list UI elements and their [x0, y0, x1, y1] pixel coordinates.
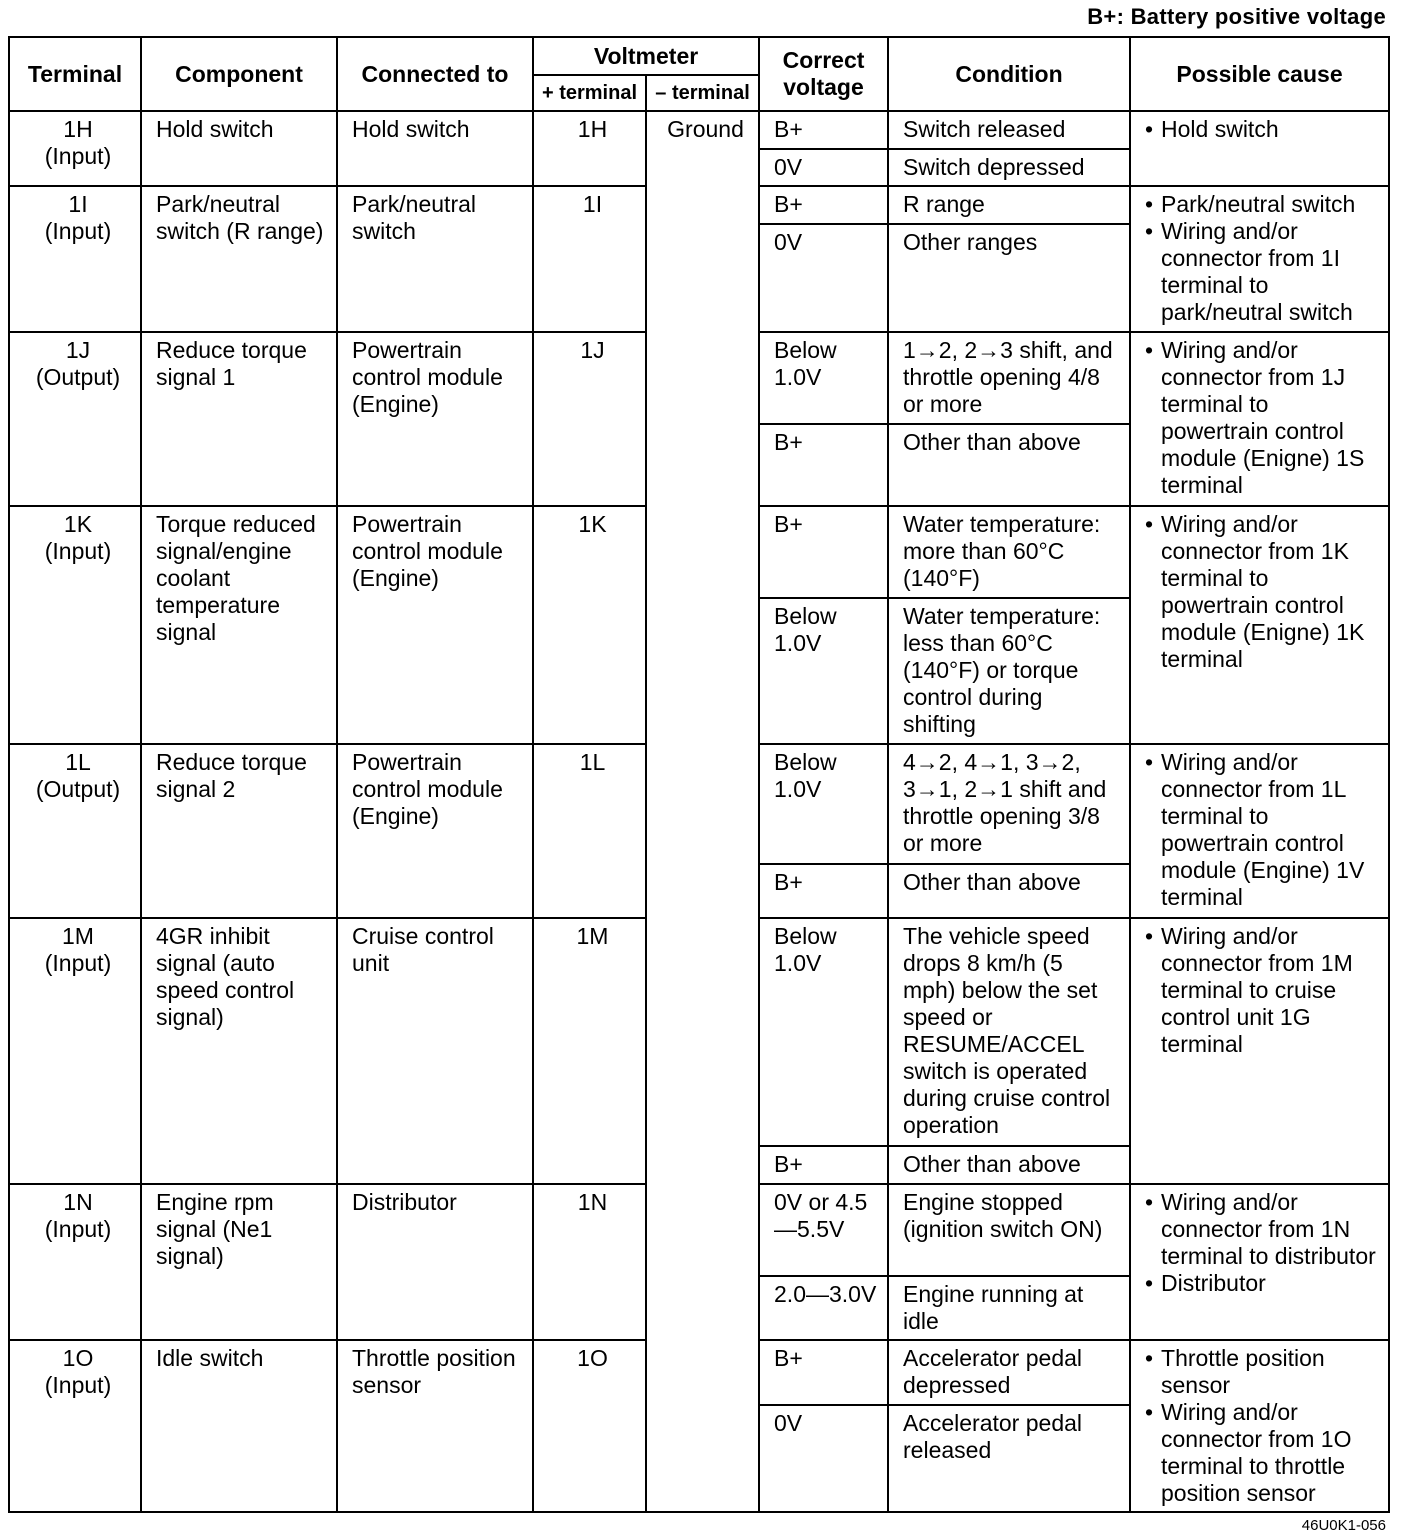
- header-component: Component: [141, 37, 337, 111]
- condition-cell: Accelerator pedal depressed: [888, 1340, 1130, 1405]
- terminal-cell: [9, 332, 141, 506]
- voltage-cell: B+: [759, 186, 888, 224]
- condition-cell: Accelerator pedal released: [888, 1405, 1130, 1512]
- voltage-cell: B+: [759, 424, 888, 506]
- voltage-cell: B+: [759, 111, 888, 149]
- voltage-cell: B+: [759, 506, 888, 598]
- connected-cell: Distributor: [337, 1184, 533, 1340]
- terminal-cell: [9, 506, 141, 744]
- terminal-cell: [9, 744, 141, 918]
- plus-terminal-cell: 1J: [533, 332, 646, 506]
- terminal-cell: [9, 111, 141, 186]
- terminal-cell: [9, 1184, 141, 1340]
- cause-item: • Wiring and/or connector from 1L terminal to powertrain control module (Engine) 1V terminal: [1145, 749, 1380, 911]
- connected-cell: Park/neutral switch: [337, 186, 533, 332]
- voltage-cell: Below 1.0V: [759, 332, 888, 424]
- terminal-type: (Input): [44, 1216, 112, 1242]
- plus-terminal-cell: 1N: [533, 1184, 646, 1340]
- cause-cell: [1130, 506, 1389, 744]
- condition-cell: Other than above: [888, 864, 1130, 918]
- header-possible-cause: Possible cause: [1130, 37, 1389, 111]
- terminal-id: 1M: [62, 923, 94, 949]
- condition-cell: Other than above: [888, 424, 1130, 506]
- terminal-type: (Input): [44, 143, 112, 169]
- voltage-cell: B+: [759, 1146, 888, 1184]
- terminal-id: 1H: [63, 116, 93, 142]
- cause-item: • Distributor: [1145, 1270, 1380, 1297]
- condition-cell: Water temperature: less than 60°C (140°F) or torque control during shifting: [888, 598, 1130, 744]
- condition-cell: Switch depressed: [888, 149, 1130, 186]
- condition-cell: Engine running at idle: [888, 1276, 1130, 1340]
- terminal-type: (Input): [44, 950, 112, 976]
- terminal-id: 1O: [62, 1345, 94, 1371]
- component-cell: 4GR inhibit signal (auto speed control signal): [141, 918, 337, 1184]
- condition-cell: 4→2, 4→1, 3→2, 3→1, 2→1 shift and throttle opening 3/8 or more: [888, 744, 1130, 864]
- cause-cell: [1130, 1340, 1389, 1512]
- plus-terminal-cell: 1M: [533, 918, 646, 1184]
- condition-cell: Other than above: [888, 1146, 1130, 1184]
- header-correct-voltage: Correct voltage: [759, 37, 888, 111]
- header-plus-terminal: + terminal: [533, 75, 646, 111]
- voltage-cell: 0V: [759, 1405, 888, 1512]
- component-cell: Engine rpm signal (Ne1 signal): [141, 1184, 337, 1340]
- plus-terminal-cell: 1I: [533, 186, 646, 332]
- cause-cell: [1130, 332, 1389, 506]
- condition-cell: Switch released: [888, 111, 1130, 149]
- cause-cell: [1130, 744, 1389, 918]
- component-cell: Park/neutral switch (R range): [141, 186, 337, 332]
- connected-cell: Powertrain control module (Engine): [337, 332, 533, 506]
- cause-item: • Wiring and/or connector from 1O terminal to throttle position sensor: [1145, 1399, 1380, 1507]
- cause-item: • Hold switch: [1145, 116, 1380, 143]
- terminal-cell: [9, 186, 141, 332]
- voltage-cell: B+: [759, 864, 888, 918]
- condition-cell: 1→2, 2→3 shift, and throttle opening 4/8 or more: [888, 332, 1130, 424]
- terminal-voltage-table: [8, 36, 1390, 1513]
- cause-item: • Wiring and/or connector from 1K terminal to powertrain control module (Enigne) 1K terminal: [1145, 511, 1380, 673]
- voltage-cell: 0V: [759, 224, 888, 332]
- cause-item: • Wiring and/or connector from 1I terminal to park/neutral switch: [1145, 218, 1380, 326]
- plus-terminal-cell: 1K: [533, 506, 646, 744]
- condition-cell: Water temperature: more than 60°C (140°F): [888, 506, 1130, 598]
- plus-terminal-cell: 1H: [533, 111, 646, 186]
- terminal-id: 1J: [65, 337, 91, 363]
- terminal-cell: [9, 1340, 141, 1512]
- table-row: [9, 111, 1389, 149]
- plus-terminal-cell: 1O: [533, 1340, 646, 1512]
- component-cell: Idle switch: [141, 1340, 337, 1512]
- component-cell: Torque reduced signal/engine coolant temperature signal: [141, 506, 337, 744]
- connected-cell: Throttle position sensor: [337, 1340, 533, 1512]
- cause-item: • Wiring and/or connector from 1M terminal to cruise control unit 1G terminal: [1145, 923, 1380, 1058]
- cause-item: • Wiring and/or connector from 1J terminal to powertrain control module (Enigne) 1S terminal: [1145, 337, 1380, 499]
- terminal-type: (Input): [44, 1372, 112, 1398]
- terminal-id: 1K: [63, 511, 93, 537]
- header-voltmeter: Voltmeter: [533, 37, 759, 75]
- voltage-cell: Below 1.0V: [759, 918, 888, 1146]
- cause-item: • Park/neutral switch: [1145, 191, 1380, 218]
- condition-cell: Engine stopped (ignition switch ON): [888, 1184, 1130, 1276]
- condition-cell: R range: [888, 186, 1130, 224]
- terminal-type: (Input): [44, 218, 112, 244]
- terminal-id: 1L: [65, 749, 91, 775]
- terminal-type: (Output): [35, 364, 121, 390]
- terminal-type: (Input): [44, 538, 112, 564]
- connected-cell: Cruise control unit: [337, 918, 533, 1184]
- header-terminal: Terminal: [9, 37, 141, 111]
- header-connected-to: Connected to: [337, 37, 533, 111]
- plus-terminal-cell: 1L: [533, 744, 646, 918]
- cause-item: • Throttle position sensor: [1145, 1345, 1380, 1399]
- voltage-cell: Below 1.0V: [759, 744, 888, 864]
- figure-code: 46U0K1-056: [1301, 1517, 1386, 1534]
- voltage-cell: Below 1.0V: [759, 598, 888, 744]
- cause-cell: [1130, 186, 1389, 332]
- voltage-cell: B+: [759, 1340, 888, 1405]
- voltage-cell: 2.0—3.0V: [759, 1276, 888, 1340]
- component-cell: Reduce torque signal 1: [141, 332, 337, 506]
- condition-cell: The vehicle speed drops 8 km/h (5 mph) below the set speed or RESUME/ACCEL switch is operated during cruise control operation: [888, 918, 1130, 1146]
- terminal-type: (Output): [35, 776, 121, 802]
- cause-item: • Wiring and/or connector from 1N terminal to distributor: [1145, 1189, 1380, 1270]
- condition-cell: Other ranges: [888, 224, 1130, 332]
- header-condition: Condition: [888, 37, 1130, 111]
- connected-cell: Powertrain control module (Engine): [337, 506, 533, 744]
- voltage-cell: 0V or 4.5—5.5V: [759, 1184, 888, 1276]
- voltage-cell: 0V: [759, 149, 888, 186]
- cause-cell: [1130, 111, 1389, 186]
- component-cell: Reduce torque signal 2: [141, 744, 337, 918]
- minus-terminal-cell: Ground: [646, 111, 759, 1512]
- connected-cell: Hold switch: [337, 111, 533, 186]
- terminal-id: 1N: [63, 1189, 93, 1215]
- terminal-id: 1I: [68, 191, 88, 217]
- connected-cell: Powertrain control module (Engine): [337, 744, 533, 918]
- cause-cell: [1130, 1184, 1389, 1340]
- legend: B+: Battery positive voltage: [1087, 4, 1386, 29]
- component-cell: Hold switch: [141, 111, 337, 186]
- terminal-cell: [9, 918, 141, 1184]
- cause-cell: [1130, 918, 1389, 1184]
- header-minus-terminal: – terminal: [646, 75, 759, 111]
